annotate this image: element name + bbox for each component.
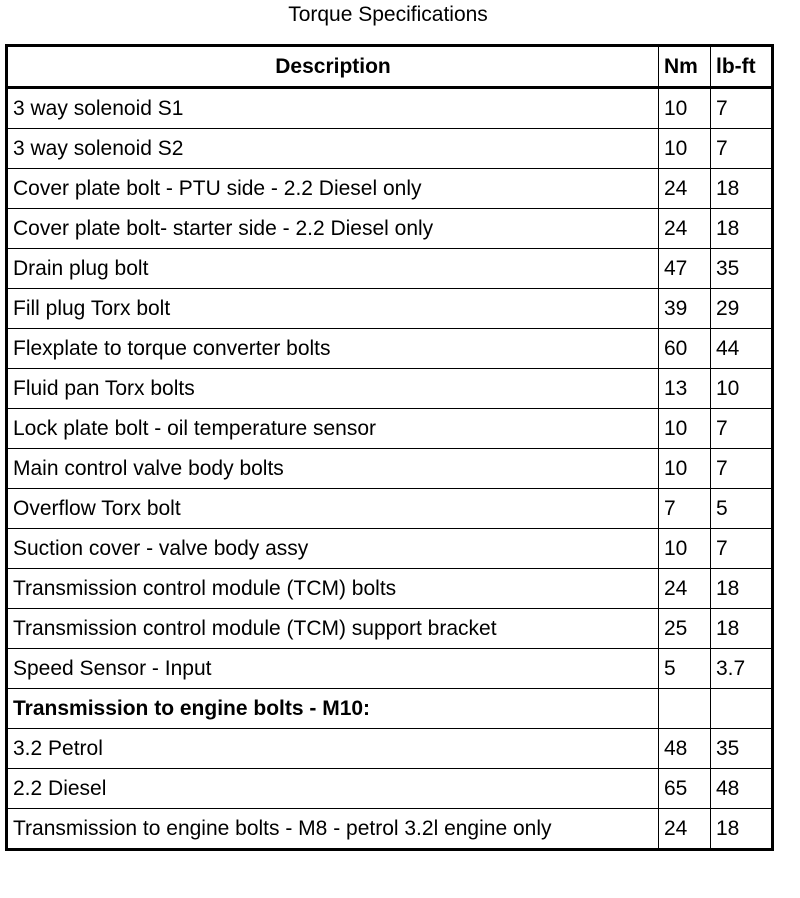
cell-lbft: 35 — [711, 729, 773, 769]
cell-nm: 65 — [659, 769, 711, 809]
cell-description: Overflow Torx bolt — [7, 489, 659, 529]
cell-lbft: 44 — [711, 329, 773, 369]
cell-description: Transmission control module (TCM) bolts — [7, 569, 659, 609]
cell-nm: 5 — [659, 649, 711, 689]
cell-description: Transmission control module (TCM) support bracket — [7, 609, 659, 649]
torque-spec-table — [5, 44, 774, 851]
cell-nm: 10 — [659, 88, 711, 129]
cell-nm: 47 — [659, 249, 711, 289]
table-header-row — [7, 46, 773, 88]
table-row — [7, 729, 773, 769]
cell-nm: 10 — [659, 449, 711, 489]
cell-lbft: 18 — [711, 809, 773, 850]
cell-description: Cover plate bolt- starter side - 2.2 Diesel only — [7, 209, 659, 249]
cell-lbft: 3.7 — [711, 649, 773, 689]
cell-nm — [659, 689, 711, 729]
table-row — [7, 209, 773, 249]
table-row — [7, 129, 773, 169]
cell-lbft: 29 — [711, 289, 773, 329]
cell-lbft: 7 — [711, 449, 773, 489]
table-row — [7, 489, 773, 529]
cell-lbft: 18 — [711, 569, 773, 609]
header-nm: Nm — [659, 46, 711, 88]
cell-lbft: 5 — [711, 489, 773, 529]
cell-nm: 39 — [659, 289, 711, 329]
table-row — [7, 409, 773, 449]
cell-lbft: 7 — [711, 529, 773, 569]
table-row — [7, 689, 773, 729]
cell-nm: 7 — [659, 489, 711, 529]
cell-nm: 60 — [659, 329, 711, 369]
cell-lbft — [711, 689, 773, 729]
cell-lbft: 7 — [711, 88, 773, 129]
cell-description: Lock plate bolt - oil temperature sensor — [7, 409, 659, 449]
cell-description: Fill plug Torx bolt — [7, 289, 659, 329]
cell-nm: 48 — [659, 729, 711, 769]
cell-nm: 24 — [659, 169, 711, 209]
cell-nm: 24 — [659, 569, 711, 609]
table-body — [7, 88, 773, 850]
cell-nm: 10 — [659, 529, 711, 569]
cell-description: Speed Sensor - Input — [7, 649, 659, 689]
cell-lbft: 7 — [711, 129, 773, 169]
cell-nm: 24 — [659, 209, 711, 249]
cell-description: Drain plug bolt — [7, 249, 659, 289]
cell-description: Transmission to engine bolts - M10: — [7, 689, 659, 729]
table-row — [7, 649, 773, 689]
cell-description: Suction cover - valve body assy — [7, 529, 659, 569]
header-lbft: lb-ft — [711, 46, 773, 88]
cell-nm: 13 — [659, 369, 711, 409]
cell-description: Cover plate bolt - PTU side - 2.2 Diesel only — [7, 169, 659, 209]
table-row — [7, 249, 773, 289]
cell-description: Flexplate to torque converter bolts — [7, 329, 659, 369]
cell-nm: 10 — [659, 409, 711, 449]
cell-description: Fluid pan Torx bolts — [7, 369, 659, 409]
header-description: Description — [7, 46, 659, 88]
table-row — [7, 289, 773, 329]
table-row — [7, 569, 773, 609]
cell-lbft: 18 — [711, 609, 773, 649]
cell-nm: 25 — [659, 609, 711, 649]
cell-nm: 24 — [659, 809, 711, 850]
table-row — [7, 369, 773, 409]
cell-description: 3 way solenoid S1 — [7, 88, 659, 129]
cell-lbft: 18 — [711, 169, 773, 209]
cell-description: 2.2 Diesel — [7, 769, 659, 809]
table-row — [7, 169, 773, 209]
cell-description: Main control valve body bolts — [7, 449, 659, 489]
cell-description: 3 way solenoid S2 — [7, 129, 659, 169]
cell-lbft: 18 — [711, 209, 773, 249]
cell-lbft: 7 — [711, 409, 773, 449]
cell-lbft: 35 — [711, 249, 773, 289]
table-row — [7, 329, 773, 369]
table-row — [7, 88, 773, 129]
cell-lbft: 48 — [711, 769, 773, 809]
table-row — [7, 529, 773, 569]
cell-description: 3.2 Petrol — [7, 729, 659, 769]
table-row — [7, 449, 773, 489]
page-title: Torque Specifications — [288, 3, 488, 26]
cell-description: Transmission to engine bolts - M8 - petrol 3.2l engine only — [7, 809, 659, 850]
table-row — [7, 769, 773, 809]
table-row — [7, 809, 773, 850]
cell-lbft: 10 — [711, 369, 773, 409]
table-row — [7, 609, 773, 649]
cell-nm: 10 — [659, 129, 711, 169]
